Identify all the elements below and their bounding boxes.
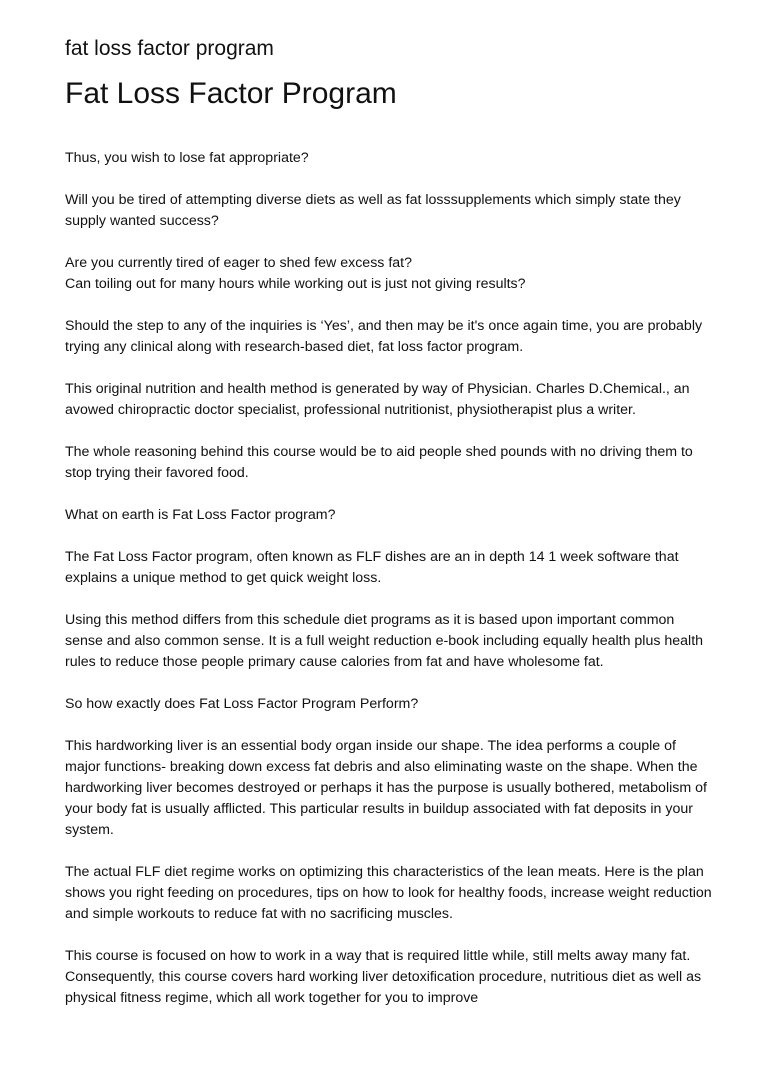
paragraph: Using this method differs from this schedule diet programs as it is based upon important common sense and also common sense. It is a full weight reduction e-book including equally health plus health rules to reduce those people primary cause calories from fat and have wholesome fat.: [65, 612, 704, 670]
paragraph: This hardworking liver is an essential body organ inside our shape. The idea performs a couple of major functions- breaking down excess fat debris and also eliminating waste on the shape. When the hardworking liver becomes destroyed or perhaps it has the purpose is usually bothered, metabolism of your body fat is usually afflicted. This particular results in buildup associated with fat deposits in your system.: [65, 738, 707, 838]
site-title: fat loss factor program: [65, 37, 274, 60]
article-body: [65, 148, 715, 1030]
paragraph: Should the step to any of the inquiries is ‘Yes’, and then may be it's once again time, you are probably trying any clinical along with research-based diet, fat loss factor program.: [65, 318, 703, 355]
paragraph: The actual FLF diet regime works on optimizing this characteristics of the lean meats. Here is the plan shows you right feeding on procedures, tips on how to look for healthy foods, increase weight reduction and simple workouts to reduce fat with no sacrificing muscles.: [65, 864, 712, 922]
section-heading: What on earth is Fat Loss Factor program?: [65, 507, 336, 523]
paragraph: The Fat Loss Factor program, often known as FLF dishes are an in depth 14 1 week software that explains a unique method to get quick weight loss.: [65, 549, 679, 586]
paragraph: This original nutrition and health method is generated by way of Physician. Charles D.Chemical., an avowed chiropractic doctor specialist, professional nutritionist, physiotherapist plus a writer.: [65, 381, 690, 418]
page-title: Fat Loss Factor Program: [65, 77, 397, 110]
paragraph: Will you be tired of attempting diverse diets as well as fat losssupplements which simply state they supply wanted success?: [65, 192, 681, 229]
paragraph: Thus, you wish to lose fat appropriate?: [65, 150, 309, 166]
paragraph: This course is focused on how to work in a way that is required little while, still melts away many fat. Consequently, this course covers hard working liver detoxification procedure, nutritious diet as well as physical fitness regime, which all work together for you to improve: [65, 948, 702, 1006]
paragraph: The whole reasoning behind this course would be to aid people shed pounds with no driving them to stop trying their favored food.: [65, 444, 693, 481]
section-heading: So how exactly does Fat Loss Factor Program Perform?: [65, 696, 419, 712]
paragraph: Are you currently tired of eager to shed few excess fat? Can toiling out for many hours while working out is just not giving results?: [65, 255, 526, 292]
